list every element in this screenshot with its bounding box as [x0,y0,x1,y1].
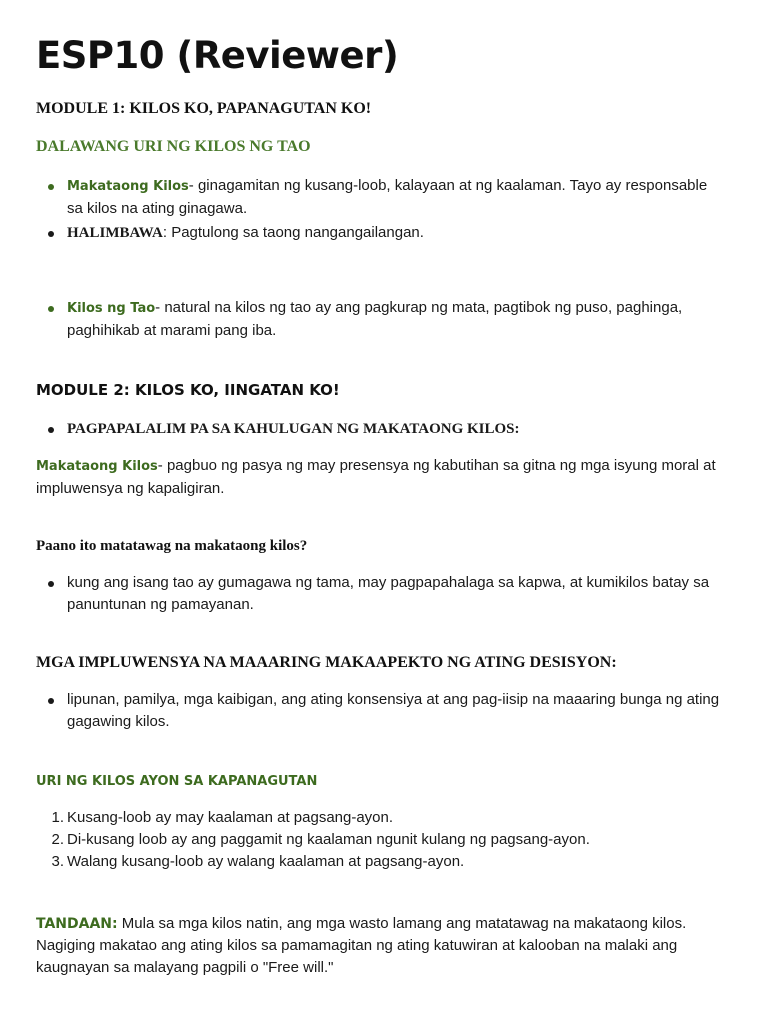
influence-text: lipunan, pamilya, mga kaibigan, ang ating konsensiya at ang pag-iisip na maaaring bunga ng ating gagawing kilos. [67,691,720,730]
term-kilos-ng-tao: Kilos ng Tao [67,301,156,316]
tandaan-text: Mula sa mga kilos natin, ang mga wasto lamang ang matatawag na makataong kilos. Nagiging makatao ang ating kilos sa pamamagitan ng ating katuwiran at kalooban na malaki ang kaugnayan sa malayang pagpili o "Free will." [36,915,687,976]
list-item [36,222,726,244]
list-item-text: Kusang-loob ay may kaalaman at pagsang-ayon. [67,809,394,826]
definition-text: - pagbuo ng pasya ng may presensya ng kabutihan sa gitna ng mga isyung moral at impluwensya ng kapaligiran. [36,457,716,497]
question-answer: kung ang isang tao ay gumagawa ng tama, may pagpapahalaga sa kapwa, at kumikilos batay sa panuntunan ng pamayanan. [67,574,710,613]
definition-text: - ginagamitan ng kusang-loob, kalayaan at ng kaalaman. Tayo ay responsable sa kilos na ating ginagawa. [67,177,708,217]
bullet-icon [48,231,54,237]
list-item-text: Walang kusang-loob ay walang kaalaman at pagsang-ayon. [67,853,465,870]
list-item [36,175,726,220]
definition-paragraph [36,455,726,500]
list-item [36,807,726,829]
section-bullet-heading: PAGPAPALALIM PA SA KAHULUGAN NG MAKATAONG KILOS: [67,421,520,437]
tandaan-label: TANDAAN: [36,916,118,932]
uri-heading: URI NG KILOS AYON SA KAPANAGUTAN [36,774,318,789]
list-item [36,297,726,342]
bullet-icon [48,698,54,704]
list-item [36,851,726,873]
module-2-heading: MODULE 2: KILOS KO, IINGATAN KO! [36,381,340,399]
module-1-heading: MODULE 1: KILOS KO, PAPANAGUTAN KO! [36,100,372,117]
example-text: : Pagtulong sa taong nangangailangan. [162,224,424,241]
influence-heading: MGA IMPLUWENSYA NA MAAARING MAKAAPEKTO NG ATING DESISYON: [36,654,617,671]
page-title: ESP10 (Reviewer) [36,34,399,77]
list-number: 2. [51,831,64,848]
term-makataong-kilos: Makataong Kilos [67,179,189,194]
tandaan-paragraph [36,913,726,979]
list-number: 1. [51,809,64,826]
list-item [36,418,726,440]
term-halimbawa: HALIMBAWA [67,225,163,241]
term-makataong-kilos: Makataong Kilos [36,459,158,474]
list-number: 3. [51,853,64,870]
list-item [36,829,726,851]
bullet-icon [48,306,54,312]
question-heading: Paano ito matatawag na makataong kilos? [36,538,308,554]
bullet-icon [48,581,54,587]
list-item [36,689,726,733]
list-item-text: Di-kusang loob ay ang paggamit ng kaalaman ngunit kulang ng pagsang-ayon. [67,831,590,848]
definition-text: - natural na kilos ng tao ay ang pagkurap ng mata, pagtibok ng puso, paghinga, paghihikab at marami pang iba. [67,299,683,339]
bullet-icon [48,184,54,190]
list-item [36,572,726,616]
bullet-icon [48,427,54,433]
module-1-subheading: DALAWANG URI NG KILOS NG TAO [36,138,311,155]
